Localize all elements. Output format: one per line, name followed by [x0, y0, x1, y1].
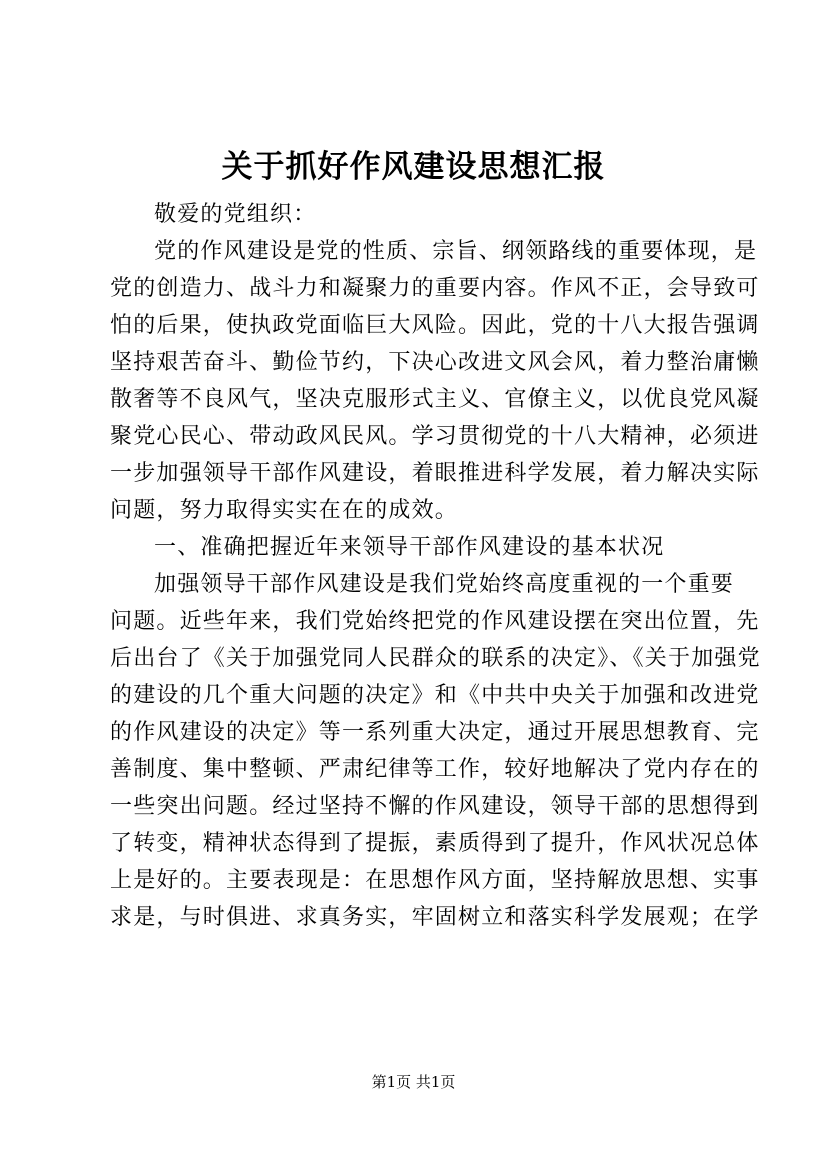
paragraph-line: 善制度、集中整顿、严肃纪律等工作，较好地解决了党内存在的	[110, 757, 760, 782]
paragraph-line: 了转变，精神状态得到了提振，素质得到了提升，作风状况总体	[110, 831, 760, 856]
paragraph-line: 后出台了《关于加强党同人民群众的联系的决定》、《关于加强党	[110, 646, 761, 671]
document-body	[110, 196, 761, 936]
paragraph-line: 一些突出问题。经过坚持不懈的作风建设，领导干部的思想得到	[110, 794, 760, 819]
paragraph-line: 党的创造力、战斗力和凝聚力的重要内容。作风不正，会导致可	[110, 276, 760, 301]
salutation: 敬爱的党组织：	[154, 202, 317, 227]
paragraph-line: 上是好的。主要表现是：在思想作风方面，坚持解放思想、实事	[110, 868, 760, 893]
page-number-footer: 第1页 共1页	[371, 1073, 456, 1091]
paragraph-line: 问题。近些年来，我们党始终把党的作风建设摆在突出位置，先	[110, 609, 760, 634]
paragraph-line: 党的作风建设是党的性质、宗旨、纲领路线的重要体现，是	[154, 239, 758, 264]
document-title: 关于抓好作风建设思想汇报	[221, 149, 606, 185]
paragraph-line: 的建设的几个重大问题的决定》和《中共中央关于加强和改进党	[110, 683, 760, 708]
paragraph-line: 求是，与时俱进、求真务实，牢固树立和落实科学发展观；在学	[110, 905, 760, 930]
paragraph-line: 加强领导干部作风建设是我们党始终高度重视的一个重要	[154, 572, 735, 597]
paragraph-line: 的作风建设的决定》等一系列重大决定，通过开展思想教育、完	[110, 720, 760, 745]
paragraph-line: 聚党心民心、带动政风民风。学习贯彻党的十八大精神，必须进	[110, 424, 760, 449]
paragraph-line: 问题，努力取得实实在在的成效。	[110, 498, 459, 523]
paragraph-line: 怕的后果，使执政党面临巨大风险。因此，党的十八大报告强调	[110, 313, 760, 338]
paragraph-line: 一步加强领导干部作风建设，着眼推进科学发展，着力解决实际	[110, 461, 760, 486]
paragraph-line: 散奢等不良风气，坚决克服形式主义、官僚主义，以优良党风凝	[110, 387, 760, 412]
paragraph-line: 坚持艰苦奋斗、勤俭节约，下决心改进文风会风，着力整治庸懒	[110, 350, 760, 375]
section-heading: 一、准确把握近年来领导干部作风建设的基本状况	[154, 535, 665, 560]
